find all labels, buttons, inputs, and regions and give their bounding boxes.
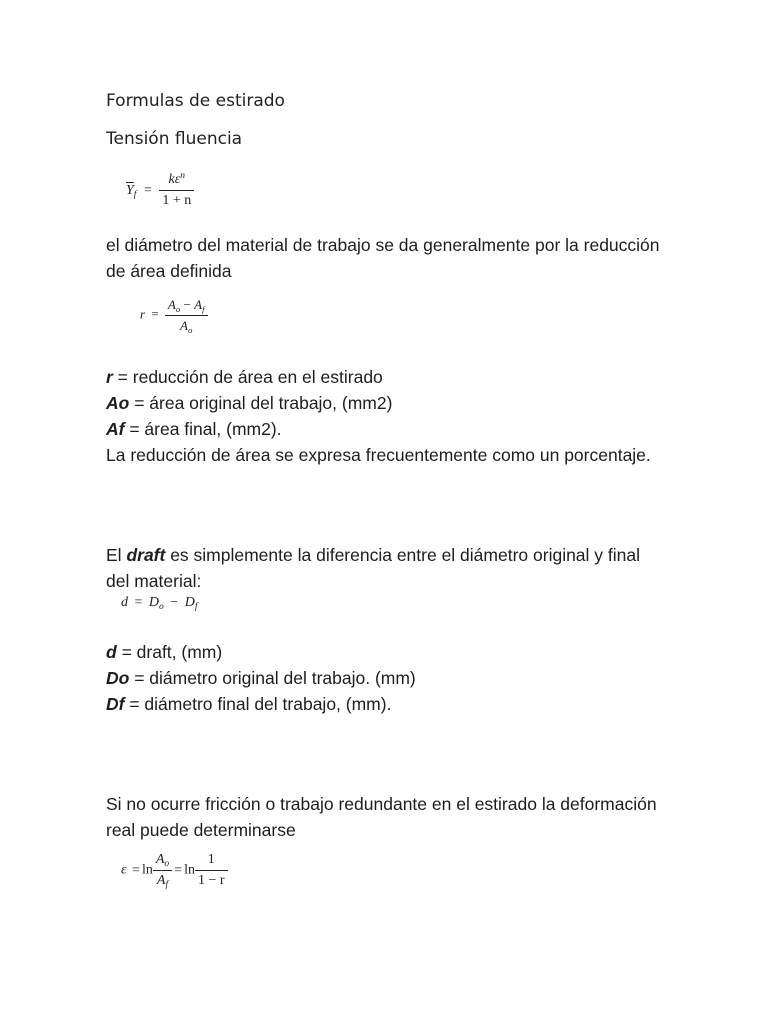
definition-df: Df = diámetro final del trabajo, (mm). (106, 694, 392, 714)
formula-yield-lhs: $\overline{Y}_f$ (126, 182, 137, 201)
definition-r: r = reducción de área en el estirado (106, 367, 383, 387)
formula-draft: $d = D_o - D_f$ (121, 595, 198, 613)
definition-af: Af = área final, (mm2). (106, 419, 282, 439)
section-heading-yield-stress: Tensión fluencia (106, 129, 243, 149)
formula-area-reduction: r = $\frac{A_o - A_f}{A_o}$ (140, 297, 208, 334)
reduction-note: La reducción de área se expresa frecuentemente como un porcentaje. (106, 445, 651, 465)
intro-paragraph: el diámetro del material de trabajo se da generalmente por la reducción de área definida (106, 235, 660, 281)
document-title: Formulas de estirado (106, 91, 285, 111)
formula-reduction-fraction: $\frac{A_o - A_f}{A_o}$ (165, 297, 208, 334)
reduction-definitions (106, 364, 651, 468)
formula-strain-fraction-r: $\frac{1}{1 - r}$ (195, 852, 228, 889)
formula-yield-fraction: $\frac{k\varepsilon^n}{1 + n}$ (159, 172, 194, 209)
formula-yield-stress: $\overline{Y}_f$ = $\frac{k\varepsilon^n}{1 + n}$ (126, 172, 194, 209)
formula-strain-fraction-area: $\frac{A_o}{A_f}$ (153, 852, 172, 889)
definition-do: Do = diámetro original del trabajo. (mm) (106, 668, 416, 688)
definition-ao: Ao = área original del trabajo, (mm2) (106, 393, 393, 413)
draft-definitions (106, 639, 416, 717)
definition-d: d = draft, (mm) (106, 642, 223, 662)
formula-true-strain: ε = ln $\frac{A_o}{A_f}$ = ln $\frac{1}{1 - r}$ (121, 852, 228, 889)
strain-paragraph: Si no ocurre fricción o trabajo redundante en el estirado la deformación real puede determinarse (106, 794, 657, 840)
draft-paragraph: El draft es simplemente la diferencia entre el diámetro original y final del material: (106, 545, 641, 591)
